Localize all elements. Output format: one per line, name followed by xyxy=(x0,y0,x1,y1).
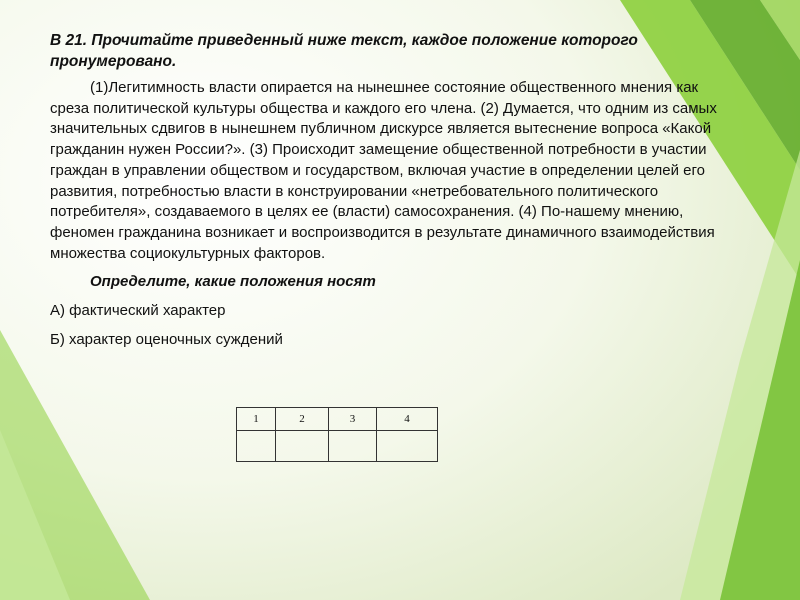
answer-header-cell: 1 xyxy=(237,408,276,431)
question-passage xyxy=(50,78,730,264)
option-a: А) фактический характер xyxy=(50,302,226,320)
question-title: В 21. Прочитайте приведенный ниже текст, каждое положение которого пронумеровано. xyxy=(50,32,638,70)
answer-cell[interactable] xyxy=(329,431,377,462)
answer-header-cell: 3 xyxy=(329,408,377,431)
passage-text: (1)Легитимность власти опирается на нынешнее состояние общественного мнения как среза политической культуры общества и каждого его члена. (2) Думается, что одним из самых значительных сдвигов в нынешнем публичном дискурсе является вытеснение вопроса «Какой гражданин нужен России?». (3) Происходит замещение общественной потребности в участии граждан в управлении обществом и государством, включая участие в определении целей его развития, потребностью власти в конструировании «нетребовательного политического потребителя», создаваемого в целях ее (власти) самосохранения. (4) По-нашему мнению, феномен гражданина возникает и воспроизводится в результате динамичного взаимодействия множества социокультурных факторов. xyxy=(50,79,717,262)
answer-cell[interactable] xyxy=(377,431,438,462)
answer-table xyxy=(236,407,438,462)
answer-table-header-row xyxy=(237,408,438,431)
answer-cell[interactable] xyxy=(237,431,276,462)
answer-header-cell: 4 xyxy=(377,408,438,431)
answer-table-answer-row xyxy=(237,431,438,462)
answer-header-cell: 2 xyxy=(276,408,329,431)
task-instruction: Определите, какие положения носят xyxy=(90,273,376,291)
answer-cell[interactable] xyxy=(276,431,329,462)
option-b: Б) характер оценочных суждений xyxy=(50,331,283,349)
question-block xyxy=(50,30,730,350)
